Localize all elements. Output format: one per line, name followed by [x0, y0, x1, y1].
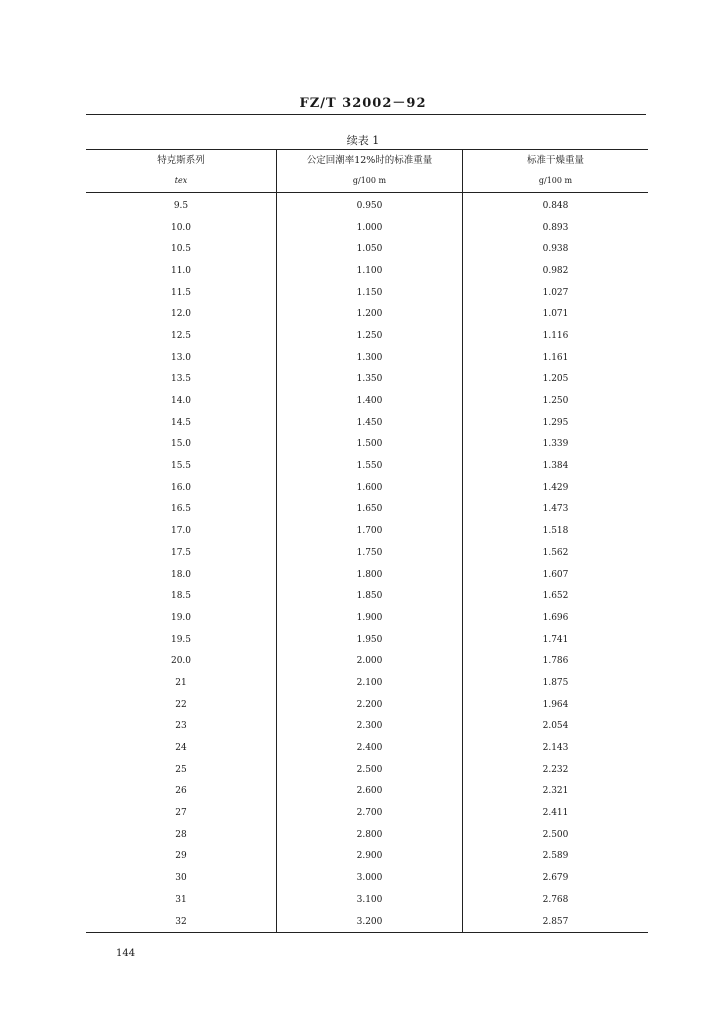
table-row: [86, 520, 648, 542]
cell-standard-weight: 1.900: [277, 607, 463, 629]
cell-dry-weight: 1.027: [542, 287, 569, 298]
header-rule: [86, 114, 646, 115]
table-row: [86, 390, 648, 412]
cell-dry-weight: 1.786: [542, 656, 569, 667]
table-row: [86, 542, 648, 564]
cell-tex: 29: [86, 846, 277, 868]
cell-tex: 28: [86, 824, 277, 846]
cell-standard-weight: 1.850: [277, 585, 463, 607]
table-row: [86, 455, 648, 477]
cell-standard-weight: 2.900: [277, 846, 463, 868]
cell-standard-weight: 1.350: [277, 369, 463, 391]
cell-tex: 27: [86, 802, 277, 824]
column-unit: tex: [174, 176, 188, 185]
cell-standard-weight: 1.700: [277, 520, 463, 542]
table-row: [86, 325, 648, 347]
table-row: [86, 347, 648, 369]
cell-standard-weight: 1.200: [277, 303, 463, 325]
cell-tex: 12.5: [86, 325, 277, 347]
column-name: 特克斯系列: [157, 155, 205, 166]
cell-dry-weight: 2.679: [542, 873, 569, 884]
cell-standard-weight: 2.600: [277, 781, 463, 803]
cell-standard-weight: 1.550: [277, 455, 463, 477]
cell-dry-weight: 1.429: [542, 482, 569, 493]
cell-dry-weight: 1.607: [542, 569, 569, 580]
table-row: [86, 737, 648, 759]
column-header-standard-weight: [277, 150, 463, 193]
cell-dry-weight: 0.938: [542, 244, 569, 255]
cell-dry-weight: 2.589: [542, 851, 569, 862]
cell-dry-weight: 1.116: [542, 330, 569, 341]
table-row: [86, 759, 648, 781]
table-row: [86, 412, 648, 434]
column-name: 标准干燥重量: [526, 155, 584, 166]
cell-tex: 11.0: [86, 260, 277, 282]
cell-tex: 20.0: [86, 650, 277, 672]
table-row: [86, 607, 648, 629]
cell-standard-weight: 2.700: [277, 802, 463, 824]
cell-tex: 10.5: [86, 238, 277, 260]
cell-standard-weight: 1.400: [277, 390, 463, 412]
table-row: [86, 499, 648, 521]
cell-tex: 16.0: [86, 477, 277, 499]
table-row: [86, 650, 648, 672]
cell-tex: 13.0: [86, 347, 277, 369]
table-row: [86, 911, 648, 933]
cell-tex: 22: [86, 694, 277, 716]
cell-dry-weight: 1.964: [542, 699, 569, 710]
cell-dry-weight: 2.411: [542, 808, 569, 819]
cell-tex: 24: [86, 737, 277, 759]
document-header: FZ/T 32002－92: [299, 96, 427, 111]
cell-tex: 17.0: [86, 520, 277, 542]
cell-dry-weight: 2.054: [542, 721, 569, 732]
cell-tex: 10.0: [86, 217, 277, 239]
cell-standard-weight: 3.000: [277, 867, 463, 889]
cell-dry-weight: 1.473: [542, 504, 569, 515]
cell-tex: 25: [86, 759, 277, 781]
cell-dry-weight: 1.652: [542, 591, 569, 602]
table-row: [86, 260, 648, 282]
cell-dry-weight: 1.875: [542, 677, 569, 688]
table-row: [86, 282, 648, 304]
table-row: [86, 824, 648, 846]
cell-dry-weight: 2.768: [542, 894, 569, 905]
cell-dry-weight: 1.384: [542, 461, 569, 472]
cell-standard-weight: 3.100: [277, 889, 463, 911]
table-header: [86, 150, 648, 193]
cell-dry-weight: 2.232: [542, 764, 569, 775]
cell-tex: 23: [86, 716, 277, 738]
column-header-tex-series: [86, 150, 277, 193]
cell-standard-weight: 1.750: [277, 542, 463, 564]
page-number: 144: [116, 948, 136, 959]
table-row: [86, 802, 648, 824]
table-row: [86, 629, 648, 651]
cell-tex: 9.5: [86, 193, 277, 217]
cell-standard-weight: 2.800: [277, 824, 463, 846]
cell-standard-weight: 1.300: [277, 347, 463, 369]
cell-standard-weight: 1.000: [277, 217, 463, 239]
cell-tex: 17.5: [86, 542, 277, 564]
cell-standard-weight: 0.950: [277, 193, 463, 217]
table-row: [86, 867, 648, 889]
cell-standard-weight: 1.250: [277, 325, 463, 347]
table-row: [86, 716, 648, 738]
table-row: [86, 238, 648, 260]
cell-dry-weight: 2.857: [463, 911, 649, 933]
cell-standard-weight: 1.650: [277, 499, 463, 521]
table-row: [86, 585, 648, 607]
cell-tex: 18.0: [86, 564, 277, 586]
data-table: [86, 149, 648, 933]
table-row: [86, 369, 648, 391]
cell-tex: 19.0: [86, 607, 277, 629]
header-row: [86, 150, 648, 193]
cell-tex: 21: [86, 672, 277, 694]
cell-tex: 14.0: [86, 390, 277, 412]
table-row: [86, 846, 648, 868]
cell-standard-weight: 3.200: [277, 911, 463, 933]
cell-tex: 14.5: [86, 412, 277, 434]
cell-dry-weight: 1.518: [542, 526, 569, 537]
column-header-dry-weight: [463, 150, 649, 193]
cell-dry-weight: 1.562: [542, 547, 569, 558]
cell-dry-weight: 1.161: [542, 352, 569, 363]
cell-dry-weight: 1.295: [542, 417, 569, 428]
cell-dry-weight: 1.339: [542, 439, 569, 450]
table-body: [86, 193, 648, 933]
cell-standard-weight: 2.300: [277, 716, 463, 738]
cell-standard-weight: 1.450: [277, 412, 463, 434]
cell-tex: 11.5: [86, 282, 277, 304]
table-row: [86, 781, 648, 803]
table-row: [86, 477, 648, 499]
cell-standard-weight: 2.500: [277, 759, 463, 781]
cell-standard-weight: 2.100: [277, 672, 463, 694]
cell-dry-weight: 2.143: [542, 743, 569, 754]
cell-standard-weight: 1.050: [277, 238, 463, 260]
table-title: 续表 1: [346, 134, 380, 147]
cell-tex: 18.5: [86, 585, 277, 607]
cell-standard-weight: 1.600: [277, 477, 463, 499]
cell-standard-weight: 1.100: [277, 260, 463, 282]
cell-dry-weight: 0.982: [542, 265, 569, 276]
column-unit: g/100 m: [538, 176, 573, 185]
cell-tex: 32: [86, 911, 277, 933]
cell-standard-weight: 2.400: [277, 737, 463, 759]
cell-tex: 19.5: [86, 629, 277, 651]
cell-dry-weight: 0.893: [542, 222, 569, 233]
table-row: [86, 694, 648, 716]
cell-standard-weight: 1.500: [277, 434, 463, 456]
table-row: [86, 303, 648, 325]
cell-tex: 16.5: [86, 499, 277, 521]
cell-dry-weight: 0.848: [542, 200, 569, 211]
cell-tex: 15.0: [86, 434, 277, 456]
table-row: [86, 672, 648, 694]
cell-dry-weight: 1.071: [542, 309, 569, 320]
cell-tex: 31: [86, 889, 277, 911]
table-row: [86, 217, 648, 239]
cell-dry-weight: 2.321: [542, 786, 569, 797]
cell-standard-weight: 1.800: [277, 564, 463, 586]
cell-dry-weight: 2.500: [542, 829, 569, 840]
cell-tex: 26: [86, 781, 277, 803]
column-name: 公定回潮率12%时的标准重量: [306, 155, 433, 166]
table-row: [86, 889, 648, 911]
column-unit: g/100 m: [352, 176, 387, 185]
cell-standard-weight: 1.150: [277, 282, 463, 304]
cell-standard-weight: 2.200: [277, 694, 463, 716]
table-row: [86, 193, 648, 217]
table-row: [86, 434, 648, 456]
cell-dry-weight: 1.741: [542, 634, 569, 645]
cell-standard-weight: 1.950: [277, 629, 463, 651]
cell-dry-weight: 1.205: [542, 374, 569, 385]
table-row: [86, 564, 648, 586]
cell-tex: 30: [86, 867, 277, 889]
cell-standard-weight: 2.000: [277, 650, 463, 672]
cell-dry-weight: 1.250: [542, 396, 569, 407]
cell-tex: 15.5: [86, 455, 277, 477]
cell-tex: 12.0: [86, 303, 277, 325]
cell-tex: 13.5: [86, 369, 277, 391]
cell-dry-weight: 1.696: [542, 612, 569, 623]
